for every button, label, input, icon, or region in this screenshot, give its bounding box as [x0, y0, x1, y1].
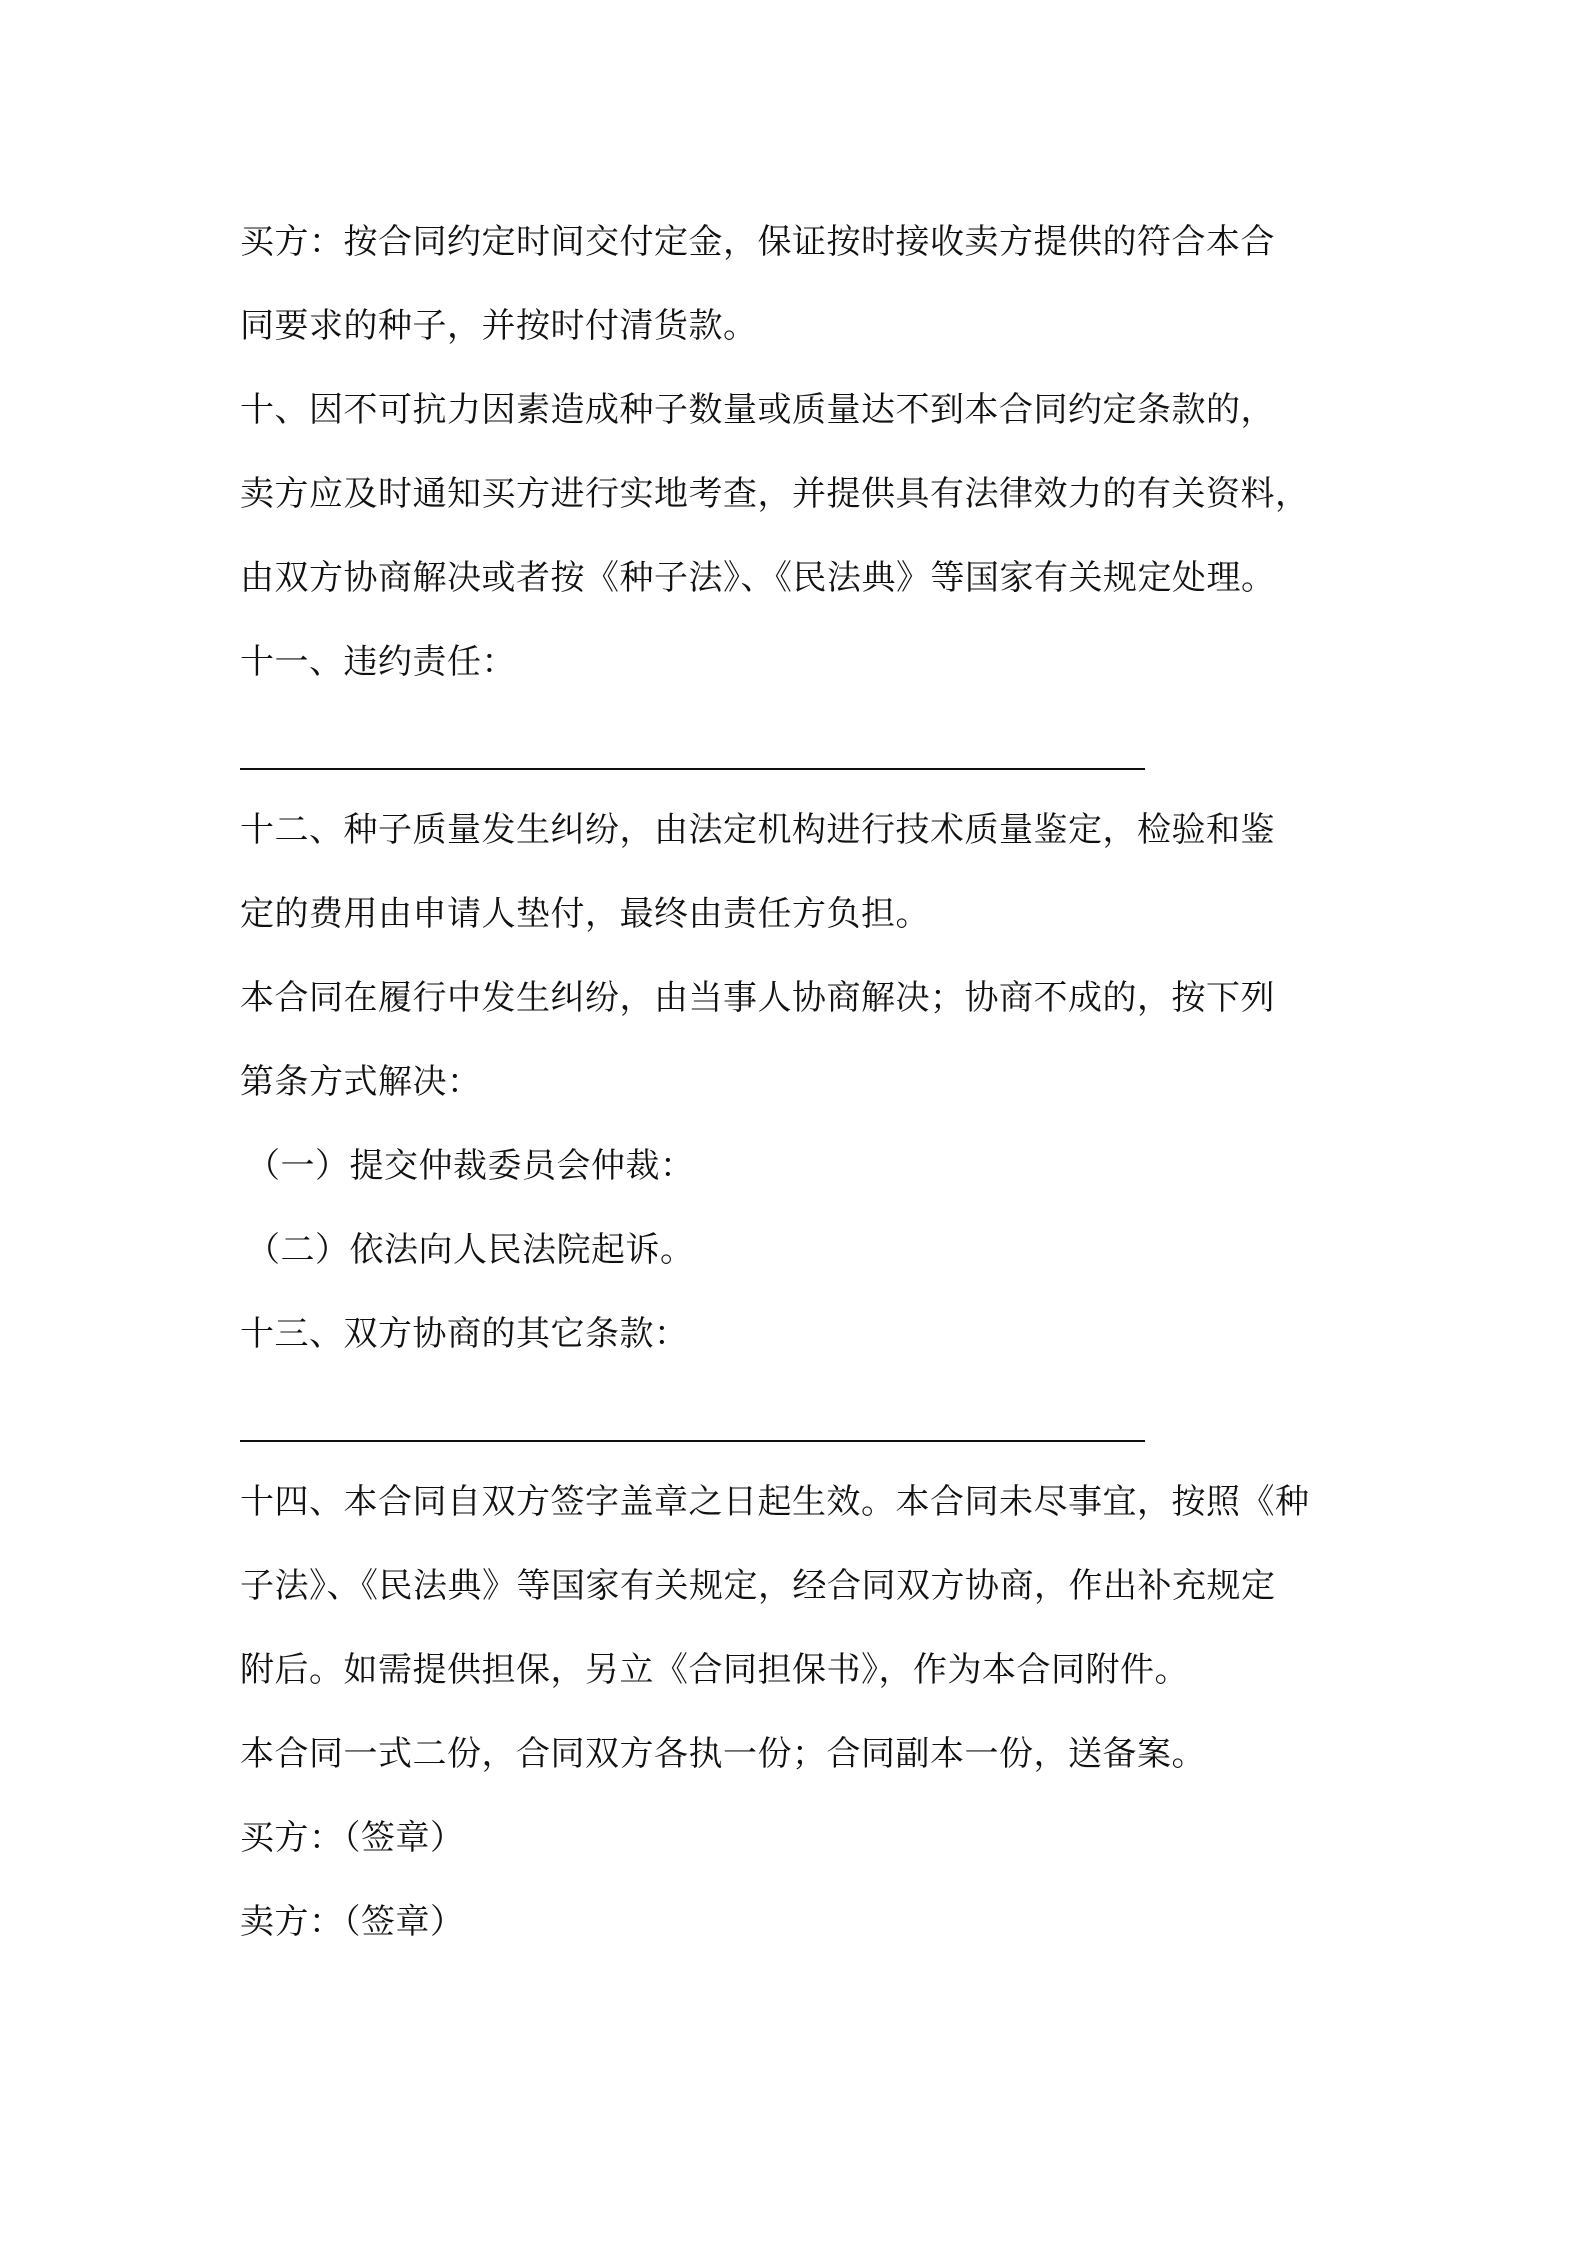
paragraph-line: 同要求的种子，并按时付清货款。 [240, 306, 758, 346]
option-court: （二）依法向人民法院起诉。 [246, 1230, 695, 1270]
clause-14-line: 附后。如需提供担保，另立《合同担保书》，作为本合同附件。 [240, 1650, 1189, 1690]
blank-underline [240, 768, 1145, 770]
fill-in-blank [240, 704, 1380, 788]
buyer-signature: 买方：（签章） [240, 1818, 465, 1858]
document-page [240, 200, 1380, 1964]
clause-14-line: 十四、本合同自双方签字盖章之日起生效。本合同未尽事宜，按照《种 [240, 1482, 1310, 1522]
clause-11-heading: 十一、违约责任： [240, 642, 516, 682]
clause-10-line: 卖方应及时通知买方进行实地考查，并提供具有法律效力的有关资料， [240, 474, 1310, 514]
blank-underline [240, 1440, 1145, 1442]
clause-10-line: 由双方协商解决或者按《种子法》、《民法典》等国家有关规定处理。 [240, 558, 1276, 598]
paragraph-line: 买方：按合同约定时间交付定金，保证按时接收卖方提供的符合本合 [240, 222, 1275, 262]
clause-12-line: 定的费用由申请人垫付，最终由责任方负担。 [240, 894, 930, 934]
clause-12-line: 十二、种子质量发生纠纷，由法定机构进行技术质量鉴定，检验和鉴 [240, 810, 1275, 850]
seller-signature: 卖方：（签章） [240, 1902, 465, 1942]
clause-14-line: 子法》、《民法典》等国家有关规定，经合同双方协商，作出补充规定 [240, 1566, 1276, 1606]
fill-in-blank [240, 1376, 1380, 1460]
option-arbitration: （一）提交仲裁委员会仲裁： [246, 1146, 695, 1186]
clause-13-heading: 十三、双方协商的其它条款： [240, 1314, 689, 1354]
clause-10-line: 十、因不可抗力因素造成种子数量或质量达不到本合同约定条款的， [240, 390, 1275, 430]
dispute-line: 本合同在履行中发生纠纷，由当事人协商解决；协商不成的，按下列 [240, 978, 1275, 1018]
dispute-line: 第条方式解决： [240, 1062, 482, 1102]
copies-line: 本合同一式二份，合同双方各执一份；合同副本一份，送备案。 [240, 1734, 1206, 1774]
